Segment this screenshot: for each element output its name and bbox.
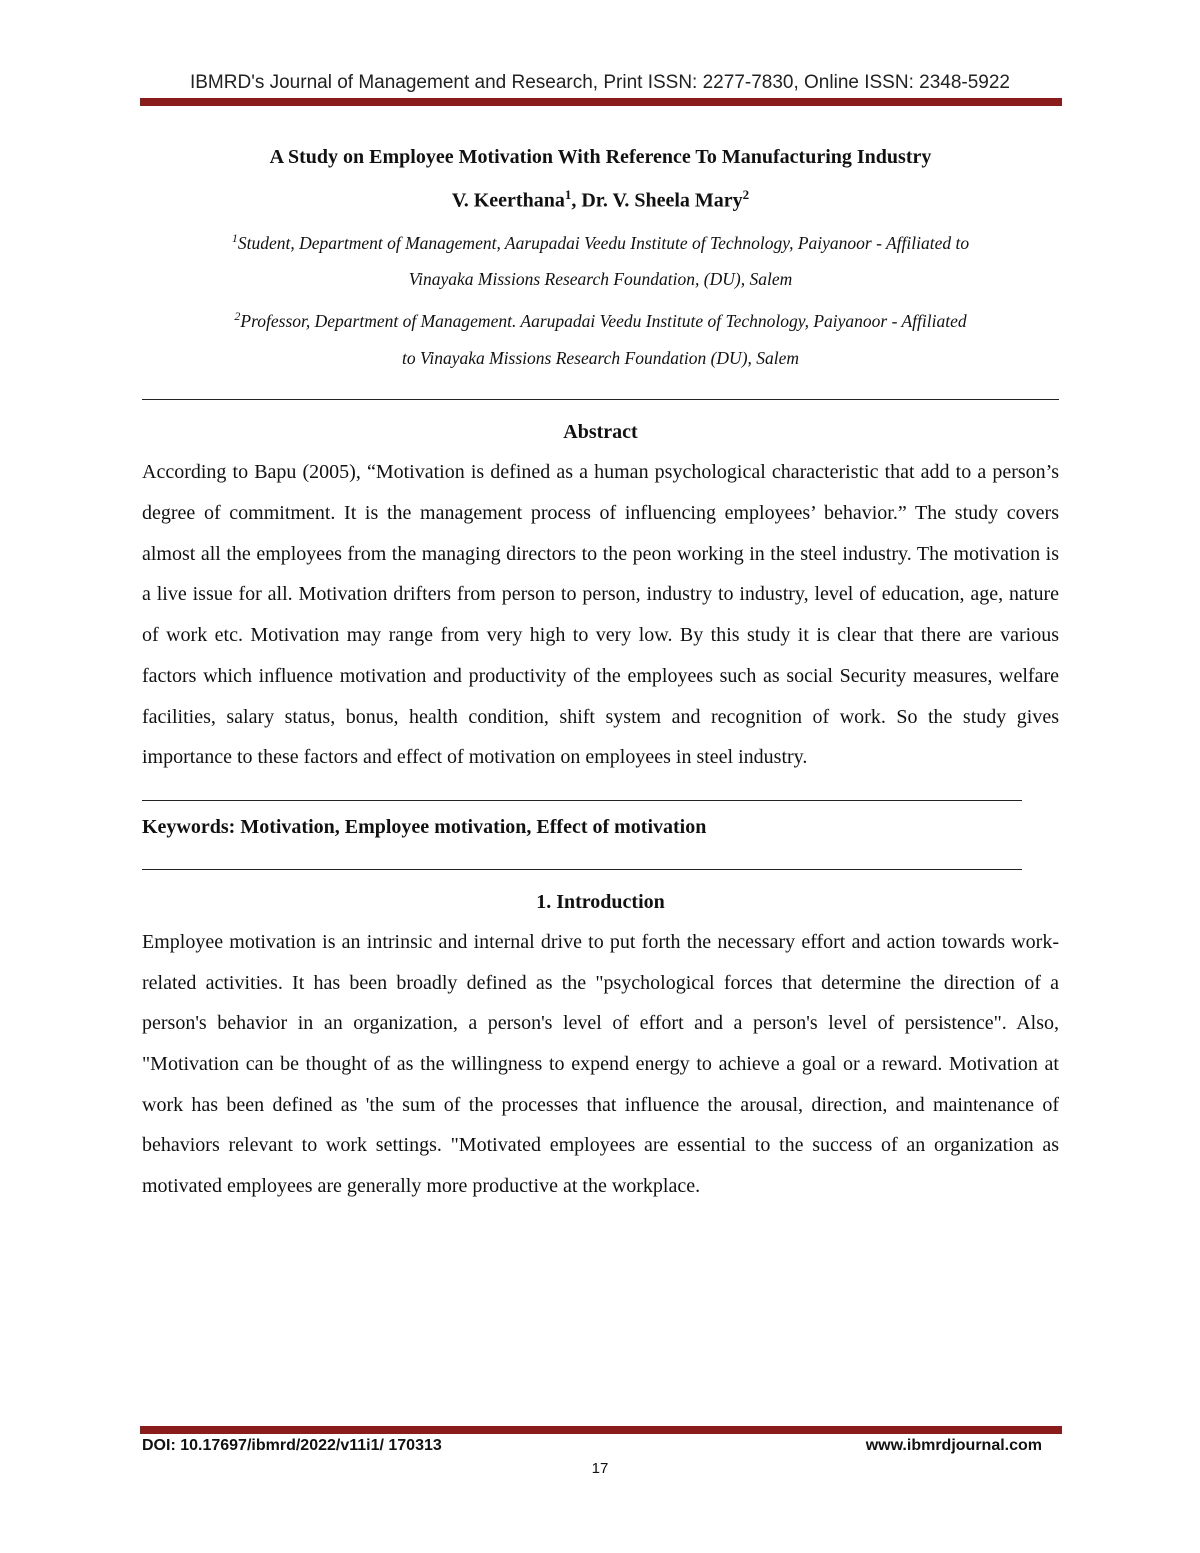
abstract-heading: Abstract xyxy=(563,421,638,444)
author-line xyxy=(142,176,1059,220)
separator-line xyxy=(142,847,1022,870)
author-1-mark: 1 xyxy=(564,187,572,202)
affiliation-2-text-1: Professor, Department of Management. Aarupadai Veedu Institute of Technology, Paiyanoor - Affiliated xyxy=(240,311,967,332)
page-content xyxy=(142,138,1059,1207)
author-separator: , xyxy=(571,189,582,212)
page-number: 17 xyxy=(591,1460,609,1477)
affiliation-2 xyxy=(142,298,1059,377)
affiliation-1-line-2: Vinayaka Missions Research Foundation, (DU), Salem xyxy=(408,269,793,290)
introduction-text: Employee motivation is an intrinsic and internal drive to put forth the necessary effort and action towards work-related activities. It has been broadly defined as the "psychological forces that determine the direction of a person's behavior in an organization, a person's level of effort and a person's level of persistence". Also, "Motivation can be thought of as the willingness to expend energy to achieve a goal or a reward. Motivation at work has been defined as 'the sum of the processes that influence the arousal, direction, and maintenance of behaviors relevant to work settings. "Motivated employees are essential to the success of an organization as motivated employees are generally more productive at the workplace. xyxy=(142,930,1059,1198)
affiliation-1-mark: 1 xyxy=(231,230,238,245)
header-rule xyxy=(140,98,1062,106)
affiliation-1 xyxy=(142,220,1059,299)
affiliation-2-line-2: to Vinayaka Missions Research Foundation (DU), Salem xyxy=(401,348,800,369)
affiliation-2-mark: 2 xyxy=(234,309,241,324)
separator-line xyxy=(142,377,1059,400)
keywords: Keywords: Motivation, Employee motivation, Effect of motivation xyxy=(142,815,707,838)
doi-text: DOI: 10.17697/ibmrd/2022/v11i1/ 170313 xyxy=(142,1437,442,1454)
author-2-name: Dr. V. Sheela Mary xyxy=(581,189,743,212)
website-link[interactable]: www.ibmrdjournal.com xyxy=(865,1437,1042,1454)
separator-line xyxy=(142,778,1022,801)
journal-header: IBMRD's Journal of Management and Research, Print ISSN: 2277-7830, Online ISSN: 2348-5922 xyxy=(189,72,1010,93)
paper-title: A Study on Employee Motivation With Reference To Manufacturing Industry xyxy=(269,146,932,168)
author-2-mark: 2 xyxy=(742,187,750,202)
author-1-name: V. Keerthana xyxy=(451,189,565,212)
affiliation-1-text-1: Student, Department of Management, Aarupadai Veedu Institute of Technology, Paiyanoor - Affiliated to xyxy=(237,232,970,253)
footer-rule xyxy=(140,1426,1062,1434)
affiliation-1-line-1 xyxy=(142,220,1059,262)
introduction-heading: 1. Introduction xyxy=(536,890,665,913)
abstract-text: According to Bapu (2005), “Motivation is defined as a human psychological characteristic that add to a person’s degree of commitment. It is the management process of influencing employees’ behavior.” The study covers almost all the employees from the managing directors to the peon working in the steel industry. The motivation is a live issue for all. Motivation drifters from person to person, industry to industry, level of education, age, nature of work etc. Motivation may range from very high to very low. By this study it is clear that there are various factors which influence motivation and productivity of the employees such as social Security measures, welfare facilities, salary status, bonus, health condition, shift system and recognition of work. So the study gives importance to these factors and effect of motivation on employees in steel industry. xyxy=(142,461,1059,769)
affiliation-2-line-1 xyxy=(142,298,1059,340)
